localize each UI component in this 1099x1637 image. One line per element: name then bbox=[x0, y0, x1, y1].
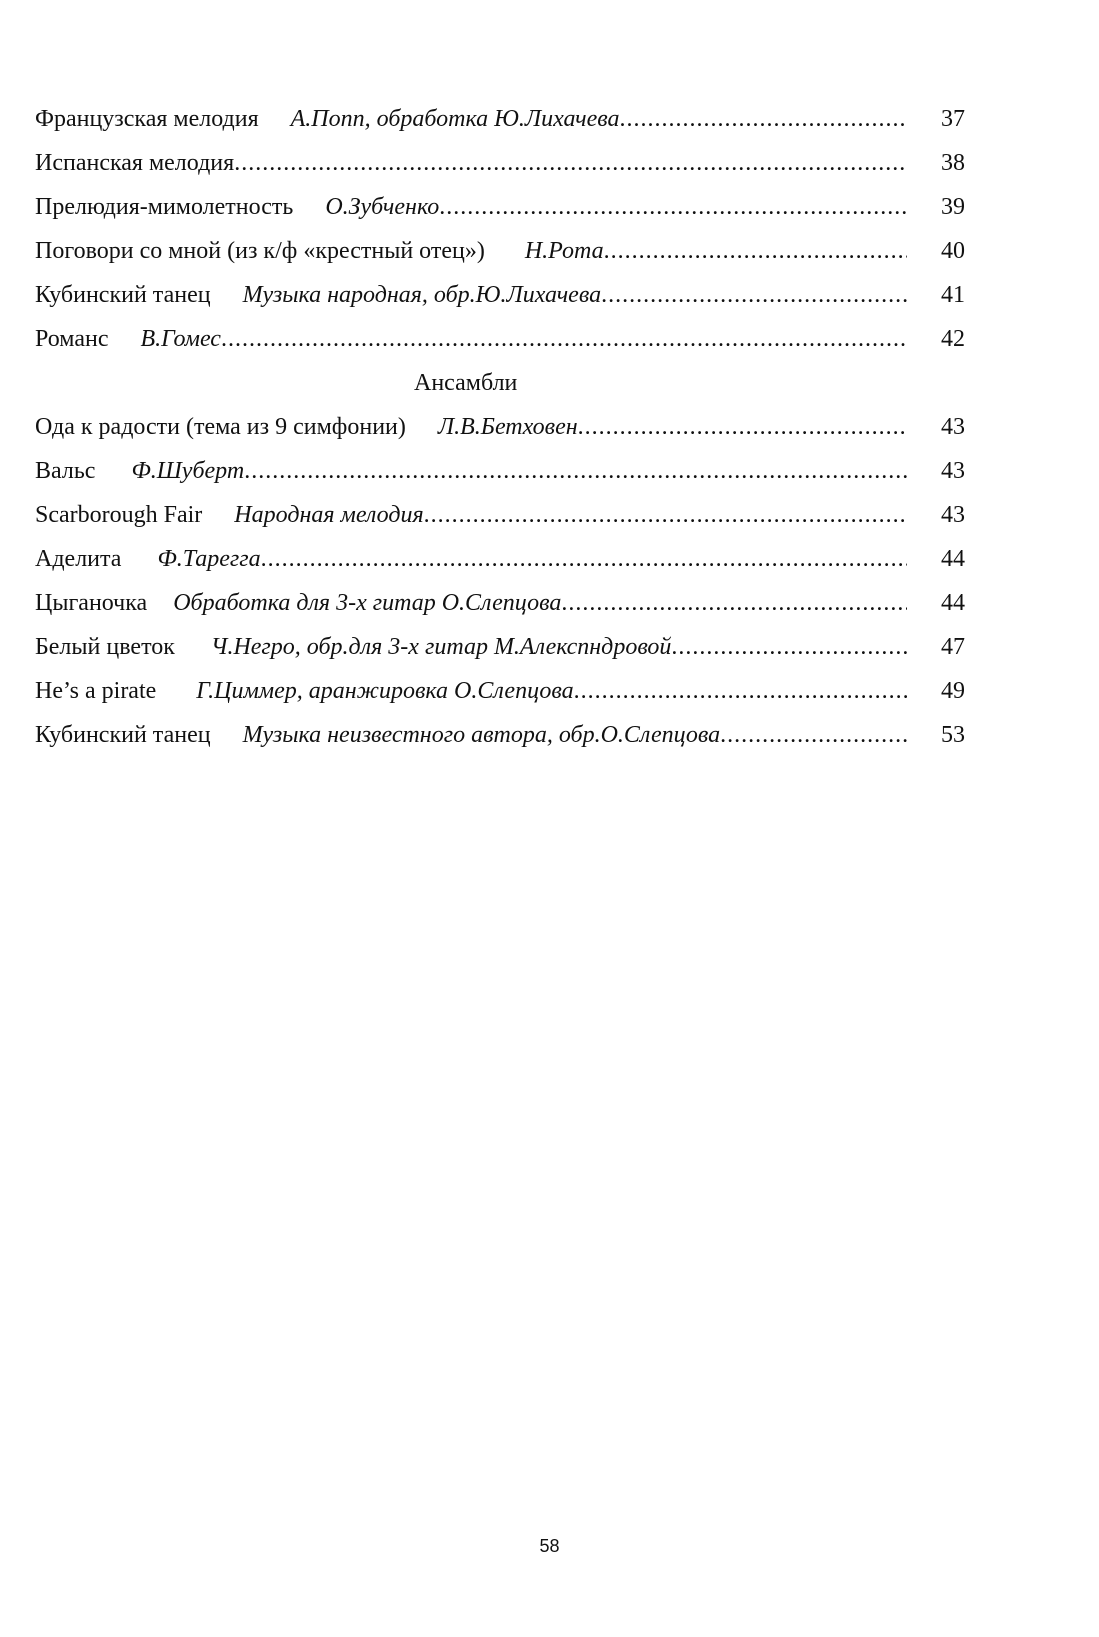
entry-page: 47 bbox=[941, 634, 965, 660]
dot-leader bbox=[221, 317, 907, 361]
toc-entry bbox=[35, 405, 965, 449]
entry-page: 43 bbox=[941, 502, 965, 528]
entry-page: 44 bbox=[941, 546, 965, 572]
dot-leader bbox=[578, 405, 907, 449]
dot-leader bbox=[620, 97, 907, 141]
entry-title: Scarborough Fair bbox=[35, 502, 203, 528]
dot-leader bbox=[561, 581, 907, 625]
entry-author: Ч.Негро, обр.для 3-х гитар М.Алекспндровой bbox=[210, 634, 672, 660]
table-of-contents bbox=[35, 97, 965, 757]
entry-author: Л.В.Бетховен bbox=[437, 414, 578, 440]
dot-leader bbox=[439, 185, 907, 229]
section-heading: Ансамбли bbox=[414, 370, 518, 396]
entry-title: Аделита bbox=[35, 546, 122, 572]
toc-entry bbox=[35, 97, 965, 141]
entry-title: He’s a pirate bbox=[35, 678, 157, 704]
dot-leader bbox=[244, 449, 907, 493]
toc-entry bbox=[35, 625, 965, 669]
toc-entry bbox=[35, 229, 965, 273]
entry-title: Ода к радости (тема из 9 симфонии) bbox=[35, 414, 406, 440]
entry-page: 49 bbox=[941, 678, 965, 704]
toc-entry bbox=[35, 273, 965, 317]
toc-entry bbox=[35, 669, 965, 713]
entry-title: Испанская мелодия bbox=[35, 150, 235, 176]
entry-author: Ф.Тарегга bbox=[157, 546, 261, 572]
dot-leader bbox=[601, 273, 907, 317]
toc-entry bbox=[35, 713, 965, 757]
dot-leader bbox=[234, 141, 907, 185]
entry-author: О.Зубченко bbox=[325, 194, 440, 220]
entry-title: Вальс bbox=[35, 458, 96, 484]
dot-leader bbox=[574, 669, 907, 713]
entry-page: 41 bbox=[941, 282, 965, 308]
entry-title: Цыганочка bbox=[35, 590, 148, 616]
dot-leader bbox=[261, 537, 907, 581]
page-number: 58 bbox=[539, 1536, 560, 1556]
entry-title: Прелюдия-мимолетность bbox=[35, 194, 294, 220]
entry-page: 37 bbox=[941, 106, 965, 132]
entry-page: 43 bbox=[941, 458, 965, 484]
entry-page: 39 bbox=[941, 194, 965, 220]
entry-author: Обработка для 3-х гитар О.Слепцова bbox=[173, 590, 562, 616]
toc-entry bbox=[35, 449, 965, 493]
toc-entry bbox=[35, 317, 965, 361]
entry-title: Кубинский танец bbox=[35, 282, 211, 308]
toc-entry bbox=[35, 141, 965, 185]
entry-page: 53 bbox=[941, 722, 965, 748]
dot-leader bbox=[604, 229, 907, 273]
entry-author: В.Гомес bbox=[140, 326, 221, 352]
entry-author: Г.Циммер, аранжировка О.Слепцова bbox=[196, 678, 574, 704]
toc-entry bbox=[35, 493, 965, 537]
entry-title: Белый цветок bbox=[35, 634, 175, 660]
entry-page: 40 bbox=[941, 238, 965, 264]
entry-title: Кубинский танец bbox=[35, 722, 211, 748]
entry-title: Романс bbox=[35, 326, 109, 352]
entry-author: Народная мелодия bbox=[234, 502, 424, 528]
dot-leader bbox=[424, 493, 907, 537]
dot-leader bbox=[671, 625, 907, 669]
toc-entry bbox=[35, 537, 965, 581]
entry-page: 42 bbox=[941, 326, 965, 352]
dot-leader bbox=[720, 713, 907, 757]
entry-page: 38 bbox=[941, 150, 965, 176]
entry-author: Ф.Шуберт bbox=[131, 458, 245, 484]
toc-entry bbox=[35, 185, 965, 229]
entry-page: 44 bbox=[941, 590, 965, 616]
entry-title: Поговори со мной (из к/ф «крестный отец») bbox=[35, 238, 485, 264]
entry-title: Французская мелодия bbox=[35, 106, 259, 132]
toc-entry bbox=[35, 581, 965, 625]
entry-author: А.Попп, обработка Ю.Лихачева bbox=[290, 106, 620, 132]
entry-author: Музыка неизвестного автора, обр.О.Слепцова bbox=[242, 722, 721, 748]
entry-author: Музыка народная, обр.Ю.Лихачева bbox=[242, 282, 602, 308]
entry-page: 43 bbox=[941, 414, 965, 440]
entry-author: Н.Рота bbox=[524, 238, 604, 264]
